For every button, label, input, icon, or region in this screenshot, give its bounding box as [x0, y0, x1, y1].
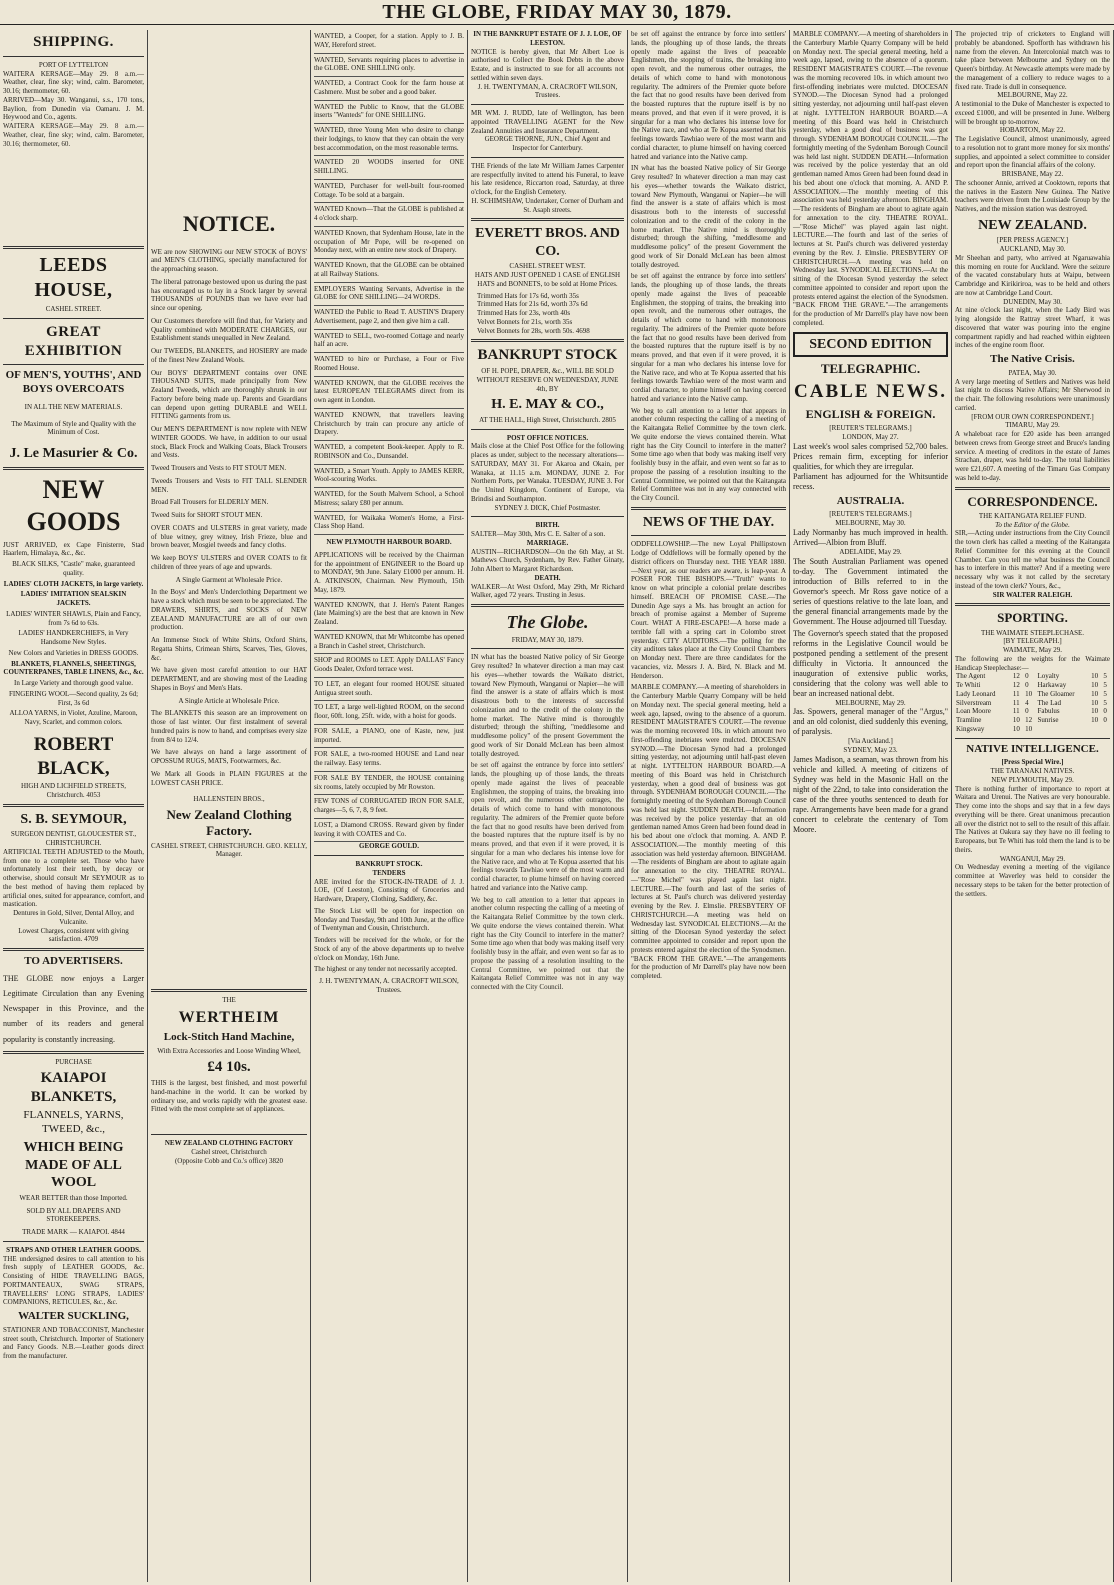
wanted-ad: WANTED KNOWN, that the GLOBE receives the latest EUROPEAN TELEGRAMS direct from its own agent in London. — [314, 377, 464, 409]
wanted-ad: WANTED, a competent Book-keeper. Apply to R. ROBINSON and Co., Dunsandel. — [314, 441, 464, 465]
wanted-ad: WANTED KNOWN, that J. Hern's Patent Ranges (late Maiming's) are the best that are known in New Zealand. — [314, 599, 464, 631]
timaru: TIMARU, May 29. — [1005, 421, 1060, 430]
weights-table — [955, 672, 1110, 733]
dunedin-text: At nine o'clock last night, when the Lady Bird was lying alongside the Rattray street Wharf, it was discovered that water was pouring into the engine compartment rapidly and had reached within eighteen inches of the engine room floor. — [955, 306, 1110, 350]
globe-date: FRIDAY, MAY 30, 1879. — [511, 635, 584, 644]
weights-cell: 10 — [1091, 716, 1099, 724]
marriage-heading: MARRIAGE. — [526, 538, 569, 547]
death-text: WALKER—At West Oxford, May 29th, Mr Richard Walker, aged 72 years. Trusting in Jesus. — [471, 582, 624, 600]
weights-cell: 10 — [1025, 724, 1033, 733]
np-harbour-text: APPLICATIONS will be received by the Chairman for the appointment of ENGINEER to the Board up to MONDAY, 9th June. Salary £1000 per annum. H. A. ATKINSON, Chairman. New Plymouth, 15th May, 1879. — [314, 549, 464, 599]
wanganui: WANGANUI, May 29. — [999, 854, 1066, 863]
ng-item: LADIES' WINTER SHAWLS, Plain and Fancy, from 7s 6d to 63s. — [6, 609, 141, 627]
weights-cell: 11 — [1012, 689, 1020, 698]
wanted-ad: WANTED, a Smart Youth. Apply to JAMES KERR, Wool-scouring Works. — [314, 465, 464, 489]
notice-p16: We have given most careful attention to our HAT DEPARTMENT, and are showing most of the Leading Shapes in Boys' and Men's Hats. — [151, 666, 307, 692]
wanted-ad: WANTED 20 WOODS inserted for ONE SHILLING. — [314, 156, 464, 180]
sydney-date: SYDNEY, May 23. — [843, 746, 898, 754]
post-office-text: Mails close at the Chief Post Office for the following places as under, subject to the necessary alterations— SATURDAY, MAY 31. For Akaroa and Okain, per Wanaka, at 11.15 a.m. MONDAY, JUNE 2. For Northern Ports, per Wanaka. TUESDAY, JUNE 3. For the United Kingdom, Continent of Europe, via Brindisi and Southampton. — [471, 442, 624, 503]
kaitangata-note: We beg to call attention to a letter that appears in another column respecting the calling of a meeting of the Kaitangata Relief Committee by the town clerk. We quite endorse the views contained therein. What right has the City Council to interfere in the matter? Some time ago when that body was making itself very foolishly busy in the affair, and even went so far as to propose the passing of a resolution insulting to the Central Committee, we pointed out that the Kaitangata Relief Committee was not in any way connected with the City Council. — [631, 406, 786, 502]
arrivals: ARRIVED—May 30. Wanganui, s.s., 170 tons, Baylion, from Dunedin via Oamaru. J. M. Heywood and Co., agents. — [3, 95, 144, 122]
wanted-ad: SHOP and ROOMS to LET. Apply DALLAS' Fancy Goods Dealer, Oxford terrace west. — [314, 654, 464, 678]
estate-heading: IN THE BANKRUPT ESTATE OF J. J. LOE, OF LEESTON. — [473, 30, 622, 47]
thorne: GEORGE THORNE, JUN., Chief Agent and Inspector for Canterbury. — [484, 135, 611, 152]
editorial: IN what has the boasted Native policy of Sir George Grey resulted? In whatever direction a man may cast his eyes—whether towards the Waikato district, toward New Plymouth, Wanganui or Napier—he will find the answer is a state of affairs which is most disastrous both to the interests of successful colonization and to the credit of the colony in the home market. The Native mind is thoroughly disturbed; through the shifting, "meddlesome and muddlesome policy" of the present Government the good work of Sir Donald McLean has been almost totally destroyed. — [471, 653, 624, 758]
nzcf2-opposite: (Opposite Cobb and Co.'s office) 3820 — [174, 1156, 284, 1165]
to-editor: To the Editor of the Globe. — [995, 520, 1070, 529]
weights-cell: 4 — [1025, 698, 1029, 707]
tenders-heading: TENDERS — [372, 868, 406, 877]
notice-p12: We keep BOYS' ULSTERS and OVER COATS to fit children of three years of age and upwards. — [151, 554, 307, 571]
weights-cell: 10 — [1012, 716, 1020, 724]
wanted-ad: WANTED Known, that the GLOBE can be obtained at all Railway Stations. — [314, 259, 464, 283]
column-7 — [952, 30, 1114, 1582]
notice-p10: Tweed Suits for SHORT STOUT MEN. — [151, 511, 263, 519]
wear-better: WEAR BETTER than those Imported. — [19, 1193, 128, 1202]
editorial-continued-3: be set off against the entrance by force into settlers' lands, the ploughing up of those lands, the threats openly made against the lives of peaceable Englishmen, the stopping of trains, the breaking into open revolt, and the numerous other outrages, the details of which come to hand with monotonous regularity. The admirers of the Premier quote before the fact that no good results have been derived from the boasted ruptures that the rupture itself is by no means proved, and that even if it were proved, it is singular for a man who declares his intense love for the Native race, and who at Te Kopua asserted that his feelings towards Tawhiao were of the most warm and cordial character, to plume himself on having coerced hatred and variance into the Native camp. — [631, 272, 786, 403]
weather-report: WAITERA KERSAGE—May 29. 8 a.m.—Weather, clear, fine sky; wind, calm. Barometer, 30.16; thermometer, 60. — [3, 69, 144, 95]
column-3 — [311, 30, 468, 1582]
marriage-text: AUSTIN—RICHARDSON—On the 6th May, at St. Mathews Church, Sydenham, by Rev. Father Ginaty, John Albert to Margaret Richardson. — [471, 547, 624, 573]
seymour-title: SURGEON DENTIST, GLOUCESTER ST., CHRISTCHURCH. — [10, 830, 137, 847]
ng-item: LADIES' HANDKERCHIEFS, in Very Handsome New Styles. — [18, 629, 129, 646]
wanted-ad: TO LET, a large well-lighted ROOM, on the second floor, 60ft. long, 25ft. wide, with a hoist for goods. — [314, 701, 464, 725]
patea: PATEA, May 30. — [1008, 368, 1057, 377]
robert-black: ROBERT BLACK, — [33, 733, 114, 779]
news-of-day: NEWS OF THE DAY. — [642, 514, 775, 530]
advertisers-text: THE GLOBE now enjoys a Larger Legitimate Circulation than any Evening Newspaper in this Province, and the number of its readers and general popularity is constantly increasing. — [3, 973, 144, 1044]
parliament-text: Parliament has adjourned for the Whitsuntide recess. — [793, 471, 948, 491]
news-text: ODDFELLOWSHIP.—The new Loyal Phillipstown Lodge of Oddfellows will be formally opened by the district officers on Thursday next. THE YEAR 1880.—Next year, as our readers are aware, is leap-year. A POSER FOR THE BISHOPS.—"Truth" wants to know on what principle a colonial prelate describes himself. BREACH OF PROMISE CASE.—The Dunedin Age says a Ms. has brought an action for breach of promise against a Member of Supreme Court. WHAT A FIRE-ESCAPE!—A horse made a terrible fall with a spring cart in Colombo street yesterday. CITY AUDITORS.—The polling for the city auditors takes place at the City Council Chambers on Monday next. There are three candidates for the vacancies, viz. Messrs J. A. Bird, N. Black and M. Henderson. — [631, 540, 786, 680]
advertisers-heading: TO ADVERTISERS. — [24, 955, 123, 967]
adelaide-date: ADELAIDE, May 29. — [839, 547, 902, 556]
weights-cell: The Agent — [956, 672, 986, 681]
brisbane-text: The schooner Annie, arrived at Cooktown, reports that the natives in the Eastern New Guinea. The Native teachers were driven from the Louisiade Group by the Natives, and the mission station was destroyed. — [955, 178, 1110, 213]
tenders-text-2: The Stock List will be open for inspection on Monday and Tuesday, 9th and 10th June, at the office of Twentyman and Cousin, Christchurch. — [314, 906, 464, 933]
ng-item: LADIES' CLOTH JACKETS, in large variety. — [3, 579, 144, 588]
timaru-text: A whaleboat race for £20 aside has been arranged between crews from George street and Bruce's landing service. A meeting of creditors in the estate of James Strachan, draper, was held to-day. The total liabilities were £21,607. A meeting of the Timaru Gas Company was held to-day. — [955, 430, 1110, 482]
weights-row — [955, 672, 1110, 681]
george-gould: GEORGE GOULD. — [359, 842, 419, 851]
wanted-ads-2 — [314, 599, 464, 843]
editorial-cont: be set off against the entrance by force into settlers' lands, the ploughing up of those lands, the threats openly made against the lives of peaceable Englishmen, the stopping of trains, the breaking into open revolt, and the numerous other outrages, the details of which come to hand with monotonous regularity. The admirers of the Premier quote before the fact that no good results have been derived from the boasted ruptures that the rupture itself is by no means proved, and that even if it were proved, it is singular for a man who declares his intense love for the Native race, and who at Te Kopua asserted that his feelings towards Tawhiao were of the most warm and cordial character, to plume himself on having coerced hatred and variance into the Native camp. — [471, 761, 624, 892]
birth-text: SALTER—May 30th, Mrs C. E. Salter of a son. — [471, 530, 606, 538]
weights-cell: 0 — [1025, 672, 1029, 681]
weights-row — [955, 716, 1110, 725]
wanted-ad: LOST, a Diamond CROSS. Reward given by finder leaving it with COATES and Co. — [314, 819, 464, 843]
weights-row — [955, 690, 1110, 699]
wanted-ad: WANTED, a Cooper, for a station. Apply to J. B. WAY, Hereford street. — [314, 30, 464, 54]
news-continued: MARBLE COMPANY.—A meeting of shareholders in the Canterbury Marble Quarry Company will be held on Monday next. The special general meeting, held a week ago, lapsed, owing to the absence of a quorum. RESIDENT MAGISTRATE'S COURT.—The revenue was the morning recovered 10s. in which amount two first-offending inebriates were mulcted. DIOCESAN SYNOD.—The Diocesan Synod had a prolonged sitting yesterday, not adjourning until half-past eleven at night. LYTTELTON HARBOUR BOARD.—A meeting of this Board was held in Christchurch yesterday, when a good deal of business was got through. SYDENHAM BOROUGH COUNCIL.—The fortnightly meeting of the Sydenham Borough Council was held last night. SUDDEN DEATH.—Information was received by the police yesterday that an old gentleman named Amos Green had been found dead in his bed about one o'clock that morning. A. AND P. ASSOCIATION.—The monthly meeting of this association was held yesterday afternoon. BINGHAM.—The residents of Bingham are about to agitate again for annexation to the city. THEATRE ROYAL.—"Rose Michel" was played again last night. LECTURE.—The fourth and last of the series of lectures at St. Paul's church was delivered yesterday evening by the Rev. J. Elmslie. PRESBYTERY OF CHRISTCHURCH.—A meeting was held on Wednesday last. SYNODICAL ELECTIONS.—At the sitting of the Diocesan Synod yesterday the select committee appointed to consider and report upon the protests entered against the election of the Synodsmen. "BACK FROM THE GRAVE."—The arrangements for the production of Mr Darrell's play have now been completed. — [793, 30, 948, 327]
wertheim-acc: With Extra Accessories and Loose Winding Wheel, — [157, 1046, 301, 1055]
weights-cell: 12 — [1012, 672, 1020, 681]
column-6 — [790, 30, 952, 1582]
ng-item: New Colors and Varieties in DRESS GOODS. — [8, 648, 139, 657]
wertheim-text: THIS is the largest, best finished, and most powerful hand-machine in the world. It can be worked by ordinary use, and works rapidly with the greatest ease. Fitted with the most complete set of appliances. — [151, 1079, 307, 1114]
australia: AUSTRALIA. — [836, 494, 905, 507]
hat-prices — [477, 292, 624, 336]
leeds-house-title: LEEDS HOUSE, — [34, 254, 113, 301]
wanted-ad: WANTED, for the South Malvern School, a School Mistress; salary £80 per annum. — [314, 488, 464, 512]
post-office-heading: POST OFFICE NOTICES. — [506, 433, 589, 442]
raleigh: SIR WALTER RALEIGH. — [992, 590, 1073, 599]
everett-bros: EVERETT BROS. AND CO. — [475, 226, 620, 259]
death-heading: DEATH. — [534, 573, 561, 582]
editorial-continued: be set off against the entrance by force into settlers' lands, the ploughing up of those lands, the threats openly made against the lives of peaceable Englishmen, the stopping of trains, the breaking into open revolt, and the numerous other outrages, the details of which come to hand with monotonous regularity. The admirers of the Premier quote before the fact that no good results have been derived from the boasted ruptures that the rupture itself is by no means proved, and that even if it were proved, it is singular for a man who declares his intense love for the Native race, and who at Te Kopua asserted that his feelings towards Tawhiao were of the most warm and cordial character, to plume himself on having coerced hatred and variance into the Native camp. — [631, 30, 786, 161]
great-exhibition: GREAT EXHIBITION — [24, 323, 123, 359]
weights-cell: Silverstream — [956, 698, 992, 707]
new-goods-list — [3, 560, 144, 727]
weights-cell: Tramline — [956, 716, 982, 724]
wanted-ad: FOR SALE BY TENDER, the HOUSE containing six rooms, lately occupied by Mr Rowston. — [314, 772, 464, 796]
weights-cell: 0 — [1025, 681, 1029, 689]
weights-cell: Loyalty — [1037, 672, 1060, 681]
weights-cell — [1036, 725, 1090, 734]
melbourne-22: MELBOURNE, May 22. — [997, 91, 1068, 100]
weights-cell: Kingsway — [956, 724, 985, 733]
wanted-ad: WANTED, Purchaser for well-built four-roomed Cottage. To be sold at a bargain. — [314, 180, 464, 204]
column-5 — [628, 30, 790, 1582]
nz-clothing-factory: New Zealand Clothing Factory. — [166, 807, 292, 839]
notice-p2: The liberal patronage bestowed upon us during the past has encouraged us to lay in a Stock larger by several THOUSANDS of POUNDS than we have ever had since our opening. — [151, 277, 307, 312]
notice-p15: An Immense Stock of White Shirts, Oxford Shirts, Regatta Shirts, Crimean Shirts, Scarves, Ties, Gloves, &c. — [151, 636, 307, 662]
london-date: LONDON, May 27. — [842, 432, 899, 441]
relief-fund: THE KAITANGATA RELIEF FUND. — [978, 511, 1087, 520]
leeds-house-street: CASHEL STREET. — [45, 305, 102, 313]
melbourne-date: MELBOURNE, May 30. — [835, 519, 906, 527]
notice-p4: Our TWEEDS, BLANKETS, and HOSIERY are made of the finest New Zealand Wools. — [151, 347, 307, 364]
weights-cell: 10 — [1091, 698, 1099, 707]
waimate-date: WAIMATE, May 29. — [1002, 646, 1063, 654]
walter-text: STATIONER AND TOBACCONIST, Manchester street south, Christchurch. Importer of Stationery and Fancy Goods. N.B.—Leather goods direct from the manufacturer. — [3, 1325, 144, 1361]
hallenstein: HALLENSTEIN BROS., — [193, 795, 265, 804]
weights-cell: 11 — [1012, 707, 1020, 716]
shipping-detail: WAITERA KERSAGE—May 29. 8 a.m.—Weather, clear, fine sky; wind, calm. Barometer, 30.16; thermometer, 60. — [3, 122, 144, 148]
notice-p3: Our Customers therefore will find that, for Variety and Quality combined with MODERATE CHARGES, our Establishment stands unequalled in New Zealand. — [151, 316, 307, 343]
correspondence: CORRESPONDENCE. — [967, 493, 1098, 509]
native-intelligence: NATIVE INTELLIGENCE. — [966, 742, 1099, 755]
bankrupt-stock: BANKRUPT STOCK — [477, 347, 618, 364]
estate-trustees: J. H. TWENTYMAN, A. CRACROFT WILSON, Trustees. — [477, 82, 618, 100]
second-edition: SECOND EDITION — [793, 332, 948, 358]
wertheim-heading: WERTHEIM — [178, 1008, 280, 1026]
weights-cell: 10 — [1091, 689, 1099, 698]
column-1 — [0, 30, 148, 1582]
wertheim-sub: Lock-Stitch Hand Machine, — [163, 1030, 295, 1043]
wertheim-price: £4 10s. — [207, 1059, 251, 1076]
funeral-notice: THE Friends of the late Mr William James Carpenter are respectfully invited to attend his Funeral, to leave his late residence, Riccarton road, Saturday, at three o'clock, for the English Cemetery. — [471, 161, 624, 196]
wanted-ad: WANTED, a Contract Cook for the farm house at Cashmere. Must be sober and a good baker. — [314, 77, 464, 101]
all-wool: WHICH BEING MADE OF ALL WOOL — [23, 1140, 124, 1191]
hobarton-text: The Legislative Council, almost unanimously, agreed to a resolution not to grant more money for six months' supplies, and appointed a select committee to consider and report upon the financial affairs of the colony. — [955, 135, 1110, 170]
straps-text: THE undersigned desires to call attention to his fresh supply of LEATHER GOODS, &c. Consisting of HIDE TRAVELLING BAGS, PORTMANTEAUX, SWAG STRAPS, TRAVELLERS' LONG STRAPS, LADIES' COMPANIONS, RETICULES, &c., &c. — [3, 1254, 144, 1307]
editorial-continued-2: IN what has the boasted Native policy of Sir George Grey resulted? In whatever direction a man may cast his eyes—whether towards the Waikato district, toward New Plymouth, Wanganui or Napier—he will find the answer is a state of affairs which is most disastrous both to the interests of successful colonization and to the credit of the colony in the home market. The Native mind is thoroughly disturbed; through the shifting, "meddlesome and muddlesome policy" of the present Government the good work of Sir Donald McLean has been almost totally destroyed. — [631, 164, 786, 269]
notice-p9: Broad Fall Trousers for ELDERLY MEN. — [151, 498, 269, 507]
kaiapoi-blankets: KAIAPOI BLANKETS, — [30, 1070, 117, 1106]
brisbane: BRISBANE, May 22. — [1001, 170, 1064, 178]
weights-cell: 5 — [1103, 689, 1107, 698]
via-auckland: [Via Auckland.] — [848, 737, 893, 746]
reuters: [REUTER'S TELEGRAMS.] — [829, 424, 912, 432]
price-line: Trimmed Hats for 17s 6d, worth 35s — [477, 291, 579, 300]
english-foreign: ENGLISH & FOREIGN. — [805, 407, 936, 421]
the-hall: AT THE HALL, High Street, Christchurch. 2805 — [479, 415, 616, 424]
steeplechase: THE WAIMATE STEEPLECHASE. — [980, 628, 1085, 637]
reuters-2: [REUTER'S TELEGRAMS.] — [829, 510, 912, 519]
letter: SIR,—Acting under instructions from the City Council the town clerk has called a meeting of the Kaitangata Relief Committee for this evening at the Council Chamber. Can you tell me what business the Council has to interfere in this matter? And if a meeting were necessary why was it not called by the secretary instead of the town clerk? Yours, &c., — [955, 529, 1110, 590]
notice-p6: Our MEN'S DEPARTMENT is now replete with NEW WINTER GOODS. We have, in addition to our usual stock, Black Frock and Walking Coats, Black Trousers and Vests. — [151, 425, 307, 460]
nzcf2: NEW ZEALAND CLOTHING FACTORY — [164, 1139, 294, 1147]
may-co: H. E. MAY & CO., — [491, 397, 604, 413]
by-telegraph: [BY TELEGRAPH.] — [1003, 637, 1062, 646]
new-goods-heading: NEW GOODS — [26, 474, 121, 536]
weights-cell: 10 — [1091, 707, 1099, 716]
adelaide-text-2: The Governor's speech stated that the proposed reforms in the Legislative Council would be postponed pending a settlement of the present difficulty in Victoria. It announced the inauguration of extensive public works, considering that the colony was well able to bear an increased national debt. — [793, 628, 948, 698]
new-zealand: NEW ZEALAND. — [978, 217, 1087, 233]
np-harbour-heading: NEW PLYMOUTH HARBOUR BOARD. — [326, 538, 452, 546]
wanted-ad: WANTED Known—That the GLOBE is published at 4 o'clock sharp. — [314, 203, 464, 227]
wanted-ad: WANTED to hire or Purchase, a Four or Five Roomed House. — [314, 353, 464, 377]
weights-cell: 5 — [1103, 681, 1107, 689]
taranaki: THE TARANAKI NATIVES. — [990, 767, 1075, 775]
weights-cell: 12 — [1025, 716, 1033, 724]
purchase: PURCHASE — [55, 1057, 92, 1066]
birth-heading: BIRTH. — [535, 521, 560, 530]
press-agency: [PER PRESS AGENCY.] — [996, 236, 1069, 245]
weights-cell: Sunrise — [1037, 716, 1059, 724]
price-line: Velvet Bonnets for 28s, worth 50s. 4698 — [477, 326, 590, 335]
weights-cell: Te Whiti — [956, 681, 981, 689]
wanted-ad: WANTED, Servants requiring places to advertise in the GLOBE. ONE SHILLING only. — [314, 54, 464, 78]
auckland: AUCKLAND, May 30. — [999, 245, 1066, 253]
weights-row — [955, 725, 1110, 734]
ng-item: FINGERING WOOL—Second quality, 2s 6d; First, 3s 6d — [8, 689, 139, 707]
hobarton: HOBARTON, May 22. — [999, 126, 1066, 135]
estate-text: NOTICE is hereby given, that Mr Albert Loe is authorised to Collect the Book Debts in the above Estate, and is instructed to sue for all accounts not settled within seven days. — [471, 47, 624, 82]
maximum-style: The Maximum of Style and Quality with the Minimum of Cost. — [11, 419, 136, 437]
native-crisis: The Native Crisis. — [990, 353, 1075, 365]
weights-cell: 12 — [1012, 681, 1020, 689]
telegraphic: TELEGRAPHIC. — [820, 361, 921, 376]
own-correspondent: [FROM OUR OWN CORRESPONDENT.] — [971, 412, 1094, 421]
new-plymouth: NEW PLYMOUTH, May 29. — [991, 775, 1074, 784]
notice-p1: WE are now SHOWING our NEW STOCK of BOYS' and MEN'S CLOTHING, specially manufactured for the approaching season. — [151, 247, 307, 273]
adelaide-text: The South Australian Parliament was opened to-day. The Government intimated the introduction of Bills referred to in the Governor's speech. Mr Ross gave notice of a series of questions relative to the late loan, and the general financial arrangements made by the Government. The House adjourned till Tuesday. — [793, 556, 948, 626]
column-4 — [468, 30, 628, 1582]
robert-black-address: HIGH AND LICHFIELD STREETS, Christchurch. 4053 — [21, 782, 126, 799]
notice-p18: The BLANKETS this season are an improvement on those of last winter. Our first instalment of several hundred pairs is now to hand, and comprises every size from 8/4 to 12/4. — [151, 709, 307, 744]
col7-text: The projected trip of cricketers to England will probably be abandoned. Spofforth has withdrawn his name from the eleven. An Intercolonial match was to take place between Melbourne and Sydney on the Queen's birthday. At Newcastle attempts were made by the management of a colliery to reduce wages to a fixed rate. Trade is dull in consequence. — [955, 30, 1110, 91]
notice-p5: Our BOYS' DEPARTMENT contains over ONE THOUSAND SUITS, made principally from New Zealand Tweeds, which are thoroughly shrunk in our Factory before being made up. Parents and Guardians can depend upon getting DURABLE and WELL FITTING garments from us. — [151, 368, 307, 421]
new-materials: IN ALL THE NEW MATERIALS. — [24, 402, 123, 411]
wertheim-the: THE — [222, 996, 236, 1004]
sporting: SPORTING. — [997, 610, 1068, 626]
port-heading: PORT OF LYTTELTON — [38, 60, 109, 69]
seymour-dentures: Dentures in Gold, Silver, Dental Alloy, and Vulcanite. — [13, 909, 134, 926]
everett-hats: HATS AND JUST OPENED 1 CASE of ENGLISH HATS and BONNETS, to be sold at Home Prices. — [474, 271, 621, 288]
cable-news: CABLE NEWS. — [794, 381, 947, 403]
weights-cell: 0 — [1025, 707, 1029, 716]
tenders-text-4: The highest or any tender not necessarily accepted. — [314, 965, 458, 974]
notice-p11: OVER COATS and ULSTERS in great variety, made of blue witney, grey witney, Irish Frieze, blue and brown beaver, Mosgiel tweeds and fancy cloths. — [151, 523, 307, 550]
nzcf-address: CASHEL STREET, CHRISTCHURCH. GEO. KELLY, Manager. — [151, 841, 307, 859]
weights-cell: Fabulus — [1037, 707, 1060, 716]
wanted-ad: WANTED, for Waikaka Women's Home, a First-Class Shop Hand. — [314, 512, 464, 536]
weights-intro: The following are the weights for the Waimate Handicap Steeplechase:— — [955, 654, 1110, 672]
auckland-text: Mr Sheehan and party, who arrived at Ngaruawahia this morning en route for Auckland. Were the seizure of the vacated constabulary huts at Waipu, between Cambridge and Kirikiriroa, was to be held and others are now at Cambridge Land Court. — [955, 253, 1110, 297]
weights-row — [955, 707, 1110, 716]
column-2 — [148, 30, 311, 1582]
ng-item: BLANKETS, FLANNELS, SHEETINGS, COUNTERPANES, TABLE LINENS, &c., &c. — [3, 659, 144, 677]
everett-address: CASHEL STREET WEST. — [509, 262, 586, 271]
notice-p19: We have always on hand a large assortment of OPOSSUM RUGS, MATS, Footwarmers, &c. — [151, 748, 307, 765]
ng-item: In Large Variety and thorough good value. — [14, 679, 133, 687]
price-line: Velvet Bonnets for 21s, worth 35s — [477, 317, 573, 326]
weights-cell: Loan Moore — [956, 707, 991, 716]
weights-cell: 11 — [1012, 698, 1020, 707]
seymour-name: S. B. SEYMOUR, — [20, 811, 127, 827]
news-text-2: MARBLE COMPANY.—A meeting of shareholders in the Canterbury Marble Quarry Company will be held on Monday next. The special general meeting, held a week ago, lapsed, owing to the absence of a quorum. RESIDENT MAGISTRATE'S COURT.—The revenue was the morning recovered 10s. in which amount two first-offending inebriates were mulcted. DIOCESAN SYNOD.—The Diocesan Synod had a prolonged sitting yesterday, not adjourning until half-past eleven at night. LYTTELTON HARBOUR BOARD.—A meeting of this Board was held in Christchurch yesterday, when a good deal of business was got through. SYDENHAM BOROUGH COUNCIL.—The fortnightly meeting of the Sydenham Borough Council was held last night. SUDDEN DEATH.—Information was received by the police yesterday that an old gentleman named Amos Green had been found dead in his bed about one o'clock that morning. A. AND P. ASSOCIATION.—The monthly meeting of this association was held yesterday afternoon. BINGHAM.—The residents of Bingham are about to agitate again for annexation to the city. THEATRE ROYAL.—"Rose Michel" was played again last night. LECTURE.—The fourth and last of the series of lectures at St. Paul's church was delivered yesterday evening by the Rev. J. Elmslie. PRESBYTERY OF CHRISTCHURCH.—A meeting was held on Wednesday last. SYNODICAL ELECTIONS.—At the sitting of the Diocesan Synod yesterday the select committee appointed to consider and report upon the protests entered against the election of the Synodsmen. "BACK FROM THE GRAVE."—The arrangements for the production of Mr Darrell's play have now been completed. — [631, 683, 786, 980]
walter-suckling: WALTER SUCKLING, — [18, 1310, 129, 1323]
tenders-text-3: Tenders will be received for the whole, or for the Stock of any of the above departments up to twelve o'clock on Monday, 16th June. — [314, 936, 464, 962]
weights-cell: The Gloamer — [1037, 689, 1075, 698]
ng-item: ALLOA YARNS, in Violet, Azuline, Maroon, Navy, Scarlet, and common colors. — [9, 709, 138, 726]
weights-cell: 10 — [1012, 724, 1020, 733]
seymour-charges: Lowest Charges, consistent with giving satisfaction. 4709 — [18, 926, 129, 944]
weights-cell: Lady Leonard — [956, 689, 996, 698]
notice-p17: A Single Article at Wholesale Price. — [178, 696, 280, 705]
rudd-notice: MR WM. J. RUDD, late of Wellington, has been appointed TRAVELLING AGENT for the New Zealand Annuities and Insurance Department. — [471, 109, 624, 135]
kaiapoi-sub: FLANNELS, YARNS, TWEED, &c., — [23, 1108, 124, 1135]
new-goods-arrival: JUST ARRIVED, ex Cape Finisterre, Stad Haarlem, Himalaya, &c., &c. — [3, 540, 144, 558]
weights-cell: 10 — [1025, 689, 1033, 698]
le-masurier: J. Le Masurier & Co. — [9, 446, 138, 461]
price-line: Trimmed Hats for 23s, worth 40s — [477, 309, 571, 317]
editorial-cont-2: We beg to call attention to a letter that appears in another column respecting the calling of a meeting of the Kaitangata Relief Committee by the town clerk. We quite endorse the views contained therein. What right has the City Council to interfere in the matter? Some time ago when that body was making itself very foolishly busy in the affair, and even went so far as to propose the passing of a resolution insulting to the Central Committee, we pointed out that the Kaitangata Relief Committee was not in any way connected with the City Council. — [471, 895, 624, 991]
sold-by: SOLD BY ALL DRAPERS AND STOREKEEPERS. — [26, 1206, 121, 1224]
weights-row — [955, 699, 1110, 708]
pope-sale: OF H. POPE, DRAPER, &c., WILL BE SOLD WITHOUT RESERVE ON WEDNESDAY, JUNE 4th, BY — [476, 367, 619, 393]
patea-text: A very large meeting of Settlers and Natives was held last night to discuss Native Affairs; Mr Sherwood in the chair. The following resolutions were unanimously carried. — [955, 377, 1110, 412]
chief-postmaster: SYDNEY J. DICK, Chief Postmaster. — [494, 503, 601, 512]
masthead-title: THE GLOBE, FRIDAY MAY 30, 1879. — [0, 0, 1114, 25]
tenders-trustees: J. H. TWENTYMAN, A. CRACROFT WILSON, Trustees. — [319, 977, 459, 994]
wanted-ad: WANTED Known, that Sydenham House, late in the occupation of Mr Pope, will be re-opened on Monday next, with an entire new stock of Drapery. — [314, 227, 464, 259]
np-text: There is nothing further of importance to report at Waitara and Urenui. The Natives are very honourable. They come into the shops and say that in a few days everything will be there. Great unanimous precaution all over the district not to sell to the result of this affair. The Natives at Oakura say they have no ill feeling to Europeans, but Te Whiti has told them the land is to be theirs. — [955, 784, 1110, 854]
weights-row — [955, 681, 1110, 690]
price-line: Trimmed Hats for 21s 6d, worth 37s 6d — [477, 300, 588, 309]
trade-mark: TRADE MARK — KAIAPOI. 4844 — [22, 1228, 125, 1237]
melbourne-2-date: MELBOURNE, May 29. — [835, 698, 906, 707]
wanted-ad: FOR SALE, a two-roomed HOUSE and Land near the railway. Easy terms. — [314, 748, 464, 772]
melbourne-text: Lady Normanby has much improved in health. Arrived—Albion from Bluff. — [793, 527, 948, 547]
weights-cell: 10 — [1091, 681, 1099, 689]
wanted-ads — [314, 30, 464, 535]
notice-p7: Tweed Trousers and Vests to FIT STOUT MEN. — [151, 464, 287, 472]
nzcf2-address: Cashel street, Christchurch — [191, 1147, 267, 1156]
wanted-ad: EMPLOYERS Wanting Servants, Advertise in the GLOBE for ONE SHILLING—24 WORDS. — [314, 283, 464, 307]
overcoats-heading: OF MEN'S, YOUTHS', AND BOYS OVERCOATS — [5, 369, 142, 395]
wanted-ad: WANTED the Public to Know, that the GLOBE inserts "Wanteds" for ONE SHILLING. — [314, 101, 464, 125]
bankrupt-stock-heading: BANKRUPT STOCK. — [355, 860, 423, 868]
weights-cell: 0 — [1103, 716, 1107, 724]
straps-heading: STRAPS AND OTHER LEATHER GOODS. — [6, 1245, 141, 1254]
notice-p13: A Single Garment at Wholesale Price. — [175, 575, 283, 584]
wanted-ad: FOR SALE, a PIANO, one of Kaste, new, just imported. — [314, 725, 464, 749]
weights-cell — [1090, 725, 1102, 734]
melbourne-2-text: Jas. Spowers, general manager of the "Argus," and an old colonist, died suddenly this evening, of paralysis. — [793, 707, 948, 737]
wanted-ad: FEW TONS of CORRUGATED IRON FOR SALE, charges—5, 6, 7, 8, 9 feet. — [314, 795, 464, 819]
notice-p14: In the Boys' and Men's Underclothing Department we have a stock which must be seen to be appreciated. The DRAWERS, SHIRTS, and SOCKS of NEW ZEALAND MANUFACTURE are all of our own production. — [151, 588, 307, 632]
ng-item: LADIES' IMITATION SEALSKIN JACKETS. — [20, 590, 127, 607]
wanganui-text: On Wednesday evening a meeting of the vigilance committee at Waverley was held to consider the necessary steps to be taken for the better protection of the settlers. — [955, 863, 1110, 898]
wanted-ad: WANTED, three Young Men who desire to change their lodgings, to know that they can obtain the very best accommodation, on the most reasonable terms. — [314, 124, 464, 156]
seymour-text: ARTIFICIAL TEETH ADJUSTED to the Mouth, from one to a complete set. Those who have unfortunately lost their teeth, by decay or otherwise, should consult Mr SEYMOUR as to the best method of having them replaced by artificial ones, suited for appearance, comfort, and mastication. — [3, 847, 144, 909]
weights-cell: 10 — [1091, 672, 1099, 681]
weights-cell — [1102, 725, 1110, 734]
wanted-ad: WANTED to SELL, two-roomed Cottage and nearly half an acre. — [314, 330, 464, 354]
weights-cell: The Lad — [1037, 698, 1061, 707]
wanted-ad: WANTED KNOWN, that Mr Whitcombe has opened a Branch in Cashel street, Christchurch. — [314, 631, 464, 655]
notice-p20: We Mark all Goods in PLAIN FIGURES at the LOWEST CASH PRICE. — [151, 769, 307, 787]
the-globe-heading: The Globe. — [506, 612, 589, 632]
tenders-text: ARE invited for the STOCK-IN-TRADE of J. J. LOE, (Of Leeston), Consisting of Groceries and Hardware, Drapery, Clothing, Saddlery, &c. — [314, 877, 464, 903]
undertaker: H. SCHIMSHAW, Undertaker, Corner of Durham and St. Asaph streets. — [471, 196, 624, 214]
sydney-text: James Madison, a seaman, was thrown from his vehicle and killed. A meeting of citizens of Sydney was held in the Masonic Hall on the night of the 22nd, to take into consideration the case of the three youths sentenced to death for rape. Arrangements have been made for a grand concert to celebrate the centenary of Tom Moore. — [793, 754, 948, 834]
notice-heading: NOTICE. — [182, 211, 276, 236]
london-text: Last week's wool sales comprised 52,700 bales. Prices remain firm, excepting for inferior qualities, for which they are irregular. — [793, 441, 948, 471]
wanted-ad: WANTED the Public to Read T. AUSTIN'S Drapery Advertisement, page 2, and then give him a call. — [314, 306, 464, 330]
melbourne-22-text: A testimonial to the Duke of Manchester is expected to exceed £1000, and will be presented in June. Welberg will be brought up to-morrow. — [955, 100, 1110, 126]
wanted-ad: WANTED KNOWN, that travellers leaving Christchurch by train can procure any article of Drapery. — [314, 409, 464, 441]
wanted-ad: TO LET, an elegant four roomed HOUSE situated Antigua street south. — [314, 678, 464, 702]
weights-cell: 5 — [1103, 698, 1107, 707]
weights-cell: Harkaway — [1037, 681, 1067, 689]
weights-cell: 0 — [1103, 707, 1107, 716]
notice-p8: Tweeds Trousers and Vests to FIT TALL SLENDER MEN. — [151, 476, 307, 494]
press-wire: [Press Special Wire.] — [1001, 758, 1064, 767]
ng-item: BLACK SILKS, "Castle" make, guaranteed quality. — [12, 560, 135, 577]
weights-cell: 5 — [1103, 672, 1107, 681]
shipping-heading: SHIPPING. — [33, 34, 114, 50]
dunedin: DUNEDIN, May 30. — [1003, 297, 1062, 306]
